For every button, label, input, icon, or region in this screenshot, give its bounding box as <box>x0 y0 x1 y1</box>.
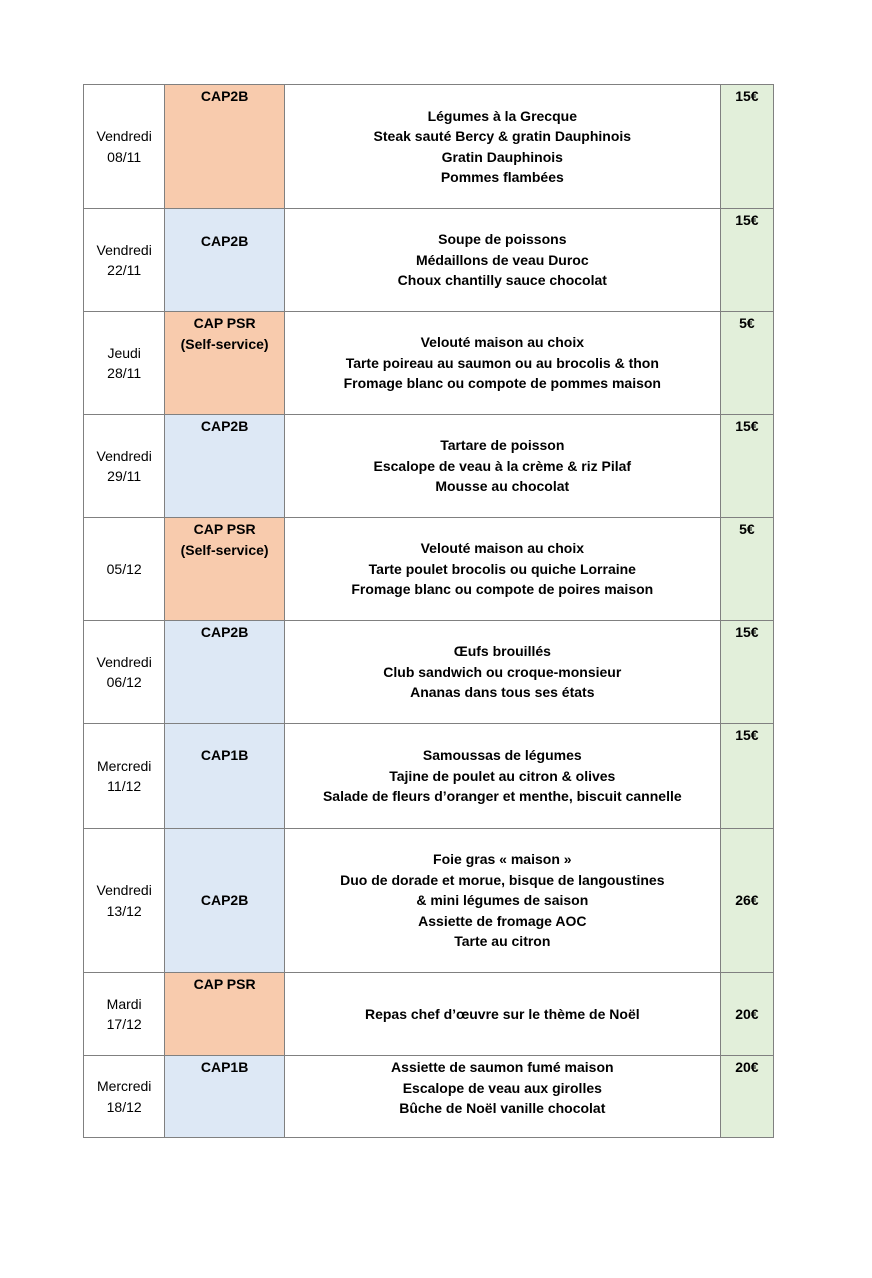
table-row <box>84 621 774 724</box>
class-cell: CAP2B <box>165 829 285 973</box>
menu-cell: Velouté maison au choix Tarte poulet brocolis ou quiche Lorraine Fromage blanc ou compote de poires maison <box>284 518 720 621</box>
price-cell: 15€ <box>720 85 773 209</box>
menu-cell: Assiette de saumon fumé maison Escalope de veau aux girolles Bûche de Noël vanille chocolat <box>284 1056 720 1138</box>
menu-cell: Légumes à la Grecque Steak sauté Bercy & gratin Dauphinois Gratin Dauphinois Pommes flambées <box>284 85 720 209</box>
date-cell: Vendredi 06/12 <box>84 621 165 724</box>
date-cell: Mardi 17/12 <box>84 973 165 1056</box>
price-cell: 20€ <box>720 1056 773 1138</box>
table-row <box>84 518 774 621</box>
table-row <box>84 973 774 1056</box>
table-row <box>84 1056 774 1138</box>
price-cell: 15€ <box>720 724 773 829</box>
class-cell: CAP2B <box>165 621 285 724</box>
price-cell: 5€ <box>720 518 773 621</box>
date-cell: Vendredi 08/11 <box>84 85 165 209</box>
class-cell: CAP2B <box>165 85 285 209</box>
menu-cell: Repas chef d’œuvre sur le thème de Noël <box>284 973 720 1056</box>
class-cell: CAP PSR (Self-service) <box>165 312 285 415</box>
class-cell: CAP PSR (Self-service) <box>165 518 285 621</box>
price-cell: 20€ <box>720 973 773 1056</box>
menu-cell: Velouté maison au choix Tarte poireau au saumon ou au brocolis & thon Fromage blanc ou compote de pommes maison <box>284 312 720 415</box>
class-cell: CAP1B <box>165 724 285 829</box>
price-cell: 5€ <box>720 312 773 415</box>
class-cell: CAP2B <box>165 415 285 518</box>
menu-cell: Foie gras « maison » Duo de dorade et morue, bisque de langoustines & mini légumes de saison Assiette de fromage AOC Tarte au citron <box>284 829 720 973</box>
menu-cell: Œufs brouillés Club sandwich ou croque-monsieur Ananas dans tous ses états <box>284 621 720 724</box>
date-cell: Jeudi 28/11 <box>84 312 165 415</box>
table-row <box>84 312 774 415</box>
date-cell: Vendredi 13/12 <box>84 829 165 973</box>
table-row <box>84 829 774 973</box>
date-cell: Vendredi 22/11 <box>84 209 165 312</box>
table-row <box>84 724 774 829</box>
table-row <box>84 85 774 209</box>
class-cell: CAP1B <box>165 1056 285 1138</box>
price-cell: 15€ <box>720 621 773 724</box>
menu-cell: Samoussas de légumes Tajine de poulet au citron & olives Salade de fleurs d’oranger et menthe, biscuit cannelle <box>284 724 720 829</box>
price-cell: 15€ <box>720 209 773 312</box>
date-cell: 05/12 <box>84 518 165 621</box>
price-cell: 15€ <box>720 415 773 518</box>
date-cell: Mercredi 18/12 <box>84 1056 165 1138</box>
table-row <box>84 209 774 312</box>
menu-schedule-table <box>83 84 774 1138</box>
class-cell: CAP PSR <box>165 973 285 1056</box>
price-cell: 26€ <box>720 829 773 973</box>
date-cell: Mercredi 11/12 <box>84 724 165 829</box>
table-row <box>84 415 774 518</box>
menu-cell: Tartare de poisson Escalope de veau à la crème & riz Pilaf Mousse au chocolat <box>284 415 720 518</box>
date-cell: Vendredi 29/11 <box>84 415 165 518</box>
menu-cell: Soupe de poissons Médaillons de veau Duroc Choux chantilly sauce chocolat <box>284 209 720 312</box>
class-cell: CAP2B <box>165 209 285 312</box>
